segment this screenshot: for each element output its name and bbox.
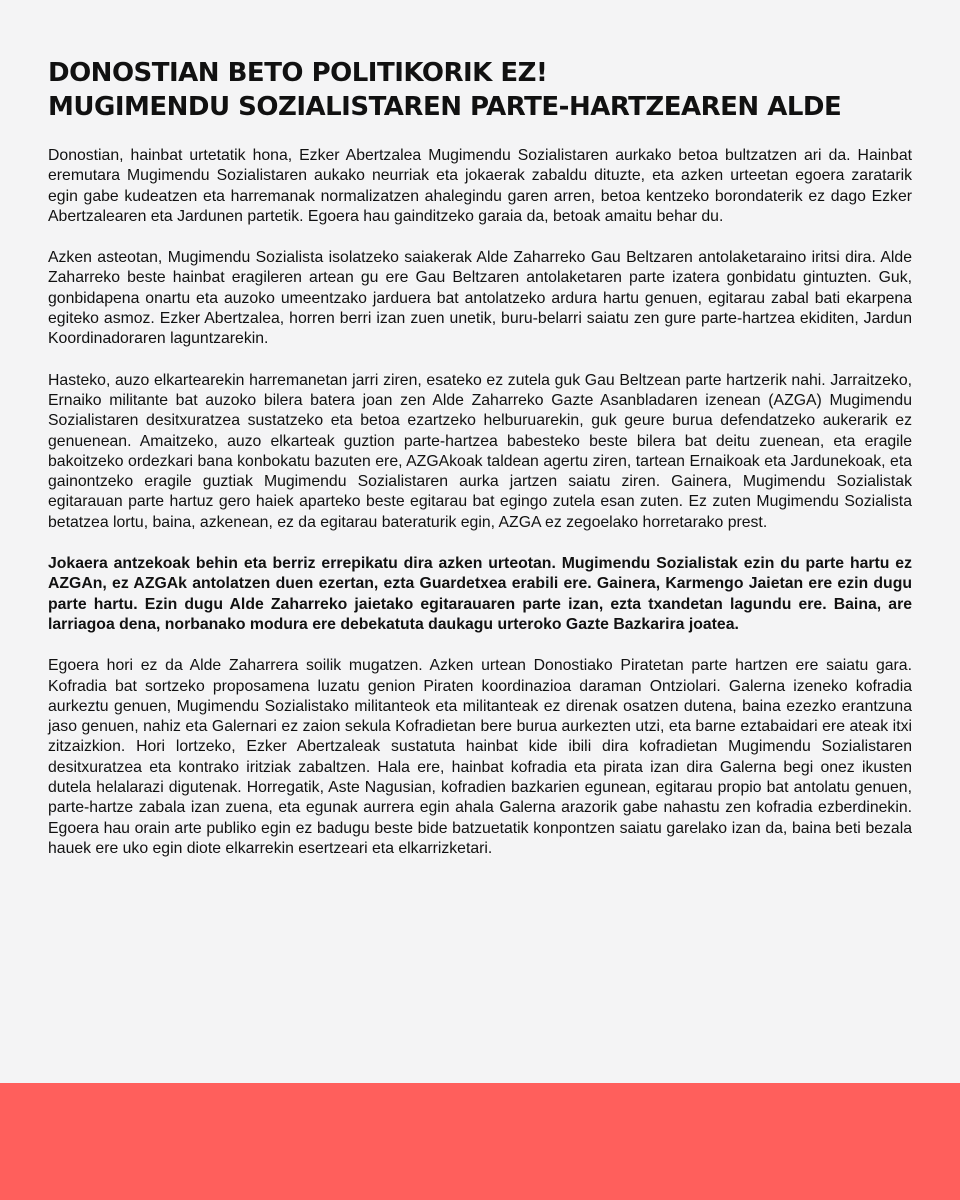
paragraph-2: Azken asteotan, Mugimendu Sozialista isolatzeko saiakerak Alde Zaharreko Gau Beltzaren antolaketaraino iritsi dira. Alde Zaharreko beste hainbat eragileren artean gu ere Gau Beltzaren antolaketaren parte izatera gonbidatu gintuzten. Guk, gonbidapena onartu eta auzoko umeentzako jarduera bat antolatzeko ardura hartu genuen, egitarau zabal bati ekarpena egiteko asmoz. Ezker Abertzalea, horren berri izan zuen unetik, buru-belarri saiatu zen gure parte-hartzea ekiditen, Jardun Koordinadoraren laguntzarekin. <box>48 249 912 348</box>
paragraph-5: Egoera hori ez da Alde Zaharrera soilik mugatzen. Azken urtean Donostiako Piratetan parte hartzen ere saiatu gara. Kofradia bat sortzeko proposamena luzatu genion Piraten koordinazioa daraman Ontziolari. Galerna izeneko kofradia aurkeztu genuen, Mugimendu Sozialistako militanteok eta militanteak ez direnak osatzen dutena, baina ezezko erantzuna jaso genuen, nahiz eta Galernari ez zaion sekula Kofradietan bere burua aurkezten utzi, eta barne eztabaidari ere ateak itxi zitzaizkion. Hori lortzeko, Ezker Abertzaleak sustatuta hainbat kide ibili dira kofradietan Mugimendu Sozialistaren desitxuratzea eta kontrako iritziak zabaltzen. Hala ere, hainbat kofradia eta pirata izan dira Galerna begi onez ikusten dutela helalarazi digutenak. Horregatik, Aste Nagusian, kofradien bazkarien egunean, egitarau propio bat antolatu genuen, parte-hartze zabala izan zuena, eta egunak aurrera egin ahala Galerna arazorik gabe nahastu zen kofradia ezberdinekin. Egoera hau orain arte publiko egin ez badugu beste bide batzuetatik konpontzen saiatu garelako izan da, baina beti bezala hauek ere uko egin diote elkarrekin esertzeari eta elkarrizketari. <box>48 657 912 857</box>
paragraph-3: Hasteko, auzo elkartearekin harremanetan jarri ziren, esateko ez zutela guk Gau Beltzean parte hartzerik nahi. Jarraitzeko, Ernaiko militante bat auzoko bilera batera joan zen Alde Zaharreko Gazte Asanbladaren izenean (AZGA) Mugimendu Sozialistaren desitxuratzea sustatzeko eta betoa ezartzeko helburuarekin, guk geure burua defendatzeko aukerarik ez genuenean. Amaitzeko, auzo elkarteak guztion parte-hartzea babesteko beste bilera bat deitu zuenean, eta eragile bakoitzeko ordezkari bana konbokatu bazuten ere, AZGAkoak taldean agertu ziren, tartean Ernaikoak eta Jardunekoak, eta gainontzeko eragile guztiak Mugimendu Sozialistaren aurka jartzen saiatu ziren. Gainera, Mugimendu Sozialistak egitarauan parte hartuz gero haiek aparteko beste egitarau bat egingo zutela esan zuten. Ez zuten Mugimendu Sozialista betatzea lortu, baina, azkenean, ez da egitarau bateraturik egin, AZGA ez zegoelako horretarako prest. <box>48 371 912 531</box>
document-body <box>48 56 912 880</box>
paragraph-1: Donostian, hainbat urtetatik hona, Ezker Abertzalea Mugimendu Sozialistaren aurkako betoa bultzatzen ari da. Hainbat eremutara Mugimendu Sozialistaren aukako neurriak eta jokaerak zabaldu dituzte, eta azken urteetan egoera zaratarik egin gabe kudeatzen eta harremanak normalizatzen ahalegindu garen arren, betoa kentzeko borondaterik ez dago Ezker Abertzalearen eta Jardunen partetik. Egoera hau gainditzeko garaia da, betoak amaitu behar du. <box>48 147 912 225</box>
title-line-1: DONOSTIAN BETO POLITIKORIK EZ! <box>48 58 548 88</box>
title-line-2: MUGIMENDU SOZIALISTAREN PARTE-HARTZEAREN ALDE <box>48 92 842 122</box>
page-title <box>48 56 912 124</box>
paragraph-4-bold: Jokaera antzekoak behin eta berriz errepikatu dira azken urteotan. Mugimendu Sozialistak ezin du parte hartu ez AZGAn, ez AZGAk antolatzen duen ezertan, ezta Guardetxea erabili ere. Gainera, Karmengo Jaietan ere ezin dugu parte hartu. Ezin dugu Alde Zaharreko jaietako egitarauaren parte izan, ezta txandetan lagundu ere. Baina, are larriagoa dena, norbanako modura ere debekatuta daukagu urteroko Gazte Bazkarira joatea. <box>48 555 912 633</box>
footer-color-band <box>0 1083 960 1200</box>
